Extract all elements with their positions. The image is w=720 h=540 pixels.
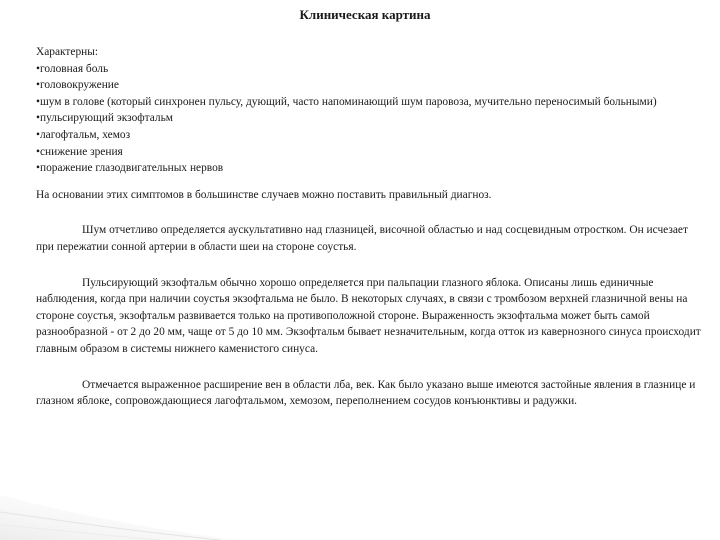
- symptom-item: •пульсирующий экзофтальм: [36, 112, 174, 125]
- exophthalmos-paragraph: Пульсирующий экзофтальм обычно хорошо определяется при пальпации глазного яблока. Описаны лишь единичные наблюдения, когда при наличии соустья экзофтальма не было. В некоторых случаях, в связи с тромбозом верхней глазничной вены на стороне соустья, экзофтальм развивается только на противоположной стороне. Выраженность экзофтальма может быть самой разнообразной - от 2 до 20 мм, чаще от 5 до 10 мм. Экзофтальм бывает незначительным, когда отток из кавернозного синуса происходит главным образом в системы нижнего каменистого синуса.: [36, 276, 701, 355]
- symptom-item: •лагофтальм, хемоз: [36, 128, 131, 141]
- intro-text: Характерны:: [36, 46, 99, 58]
- page-title: Клиническая картина: [299, 7, 431, 22]
- corner-decoration: [0, 440, 240, 540]
- diagnosis-paragraph: На основании этих симптомов в большинстве случаев можно поставить правильный диагноз.: [36, 188, 492, 201]
- symptom-item: •снижение зрения: [36, 145, 123, 158]
- noise-paragraph: Шум отчетливо определяется аускультативно над глазницей, височной областью и над сосцевидным отростком. Он исчезает при пережатии сонной артерии в области шеи на стороне соустья.: [36, 224, 688, 253]
- symptom-list: [36, 61, 708, 177]
- symptom-item: •головокружение: [36, 79, 119, 92]
- symptom-item: •головная боль: [36, 62, 109, 75]
- symptom-item: •поражение глазодвигательных нервов: [36, 162, 224, 175]
- content-body: [36, 44, 708, 410]
- veins-paragraph: Отмечается выраженное расширение вен в области лба, век. Как было указано выше имеются застойные явления в глазнице и глазном яблоке, сопровождающиеся лагофтальмом, хемозом, переполнением сосудов конъюнктивы и радужки.: [36, 378, 696, 408]
- symptom-item: •шум в голове (который синхронен пульсу, дующий, часто напоминающий шум паровоза, мучительно переносимый больными): [36, 95, 657, 108]
